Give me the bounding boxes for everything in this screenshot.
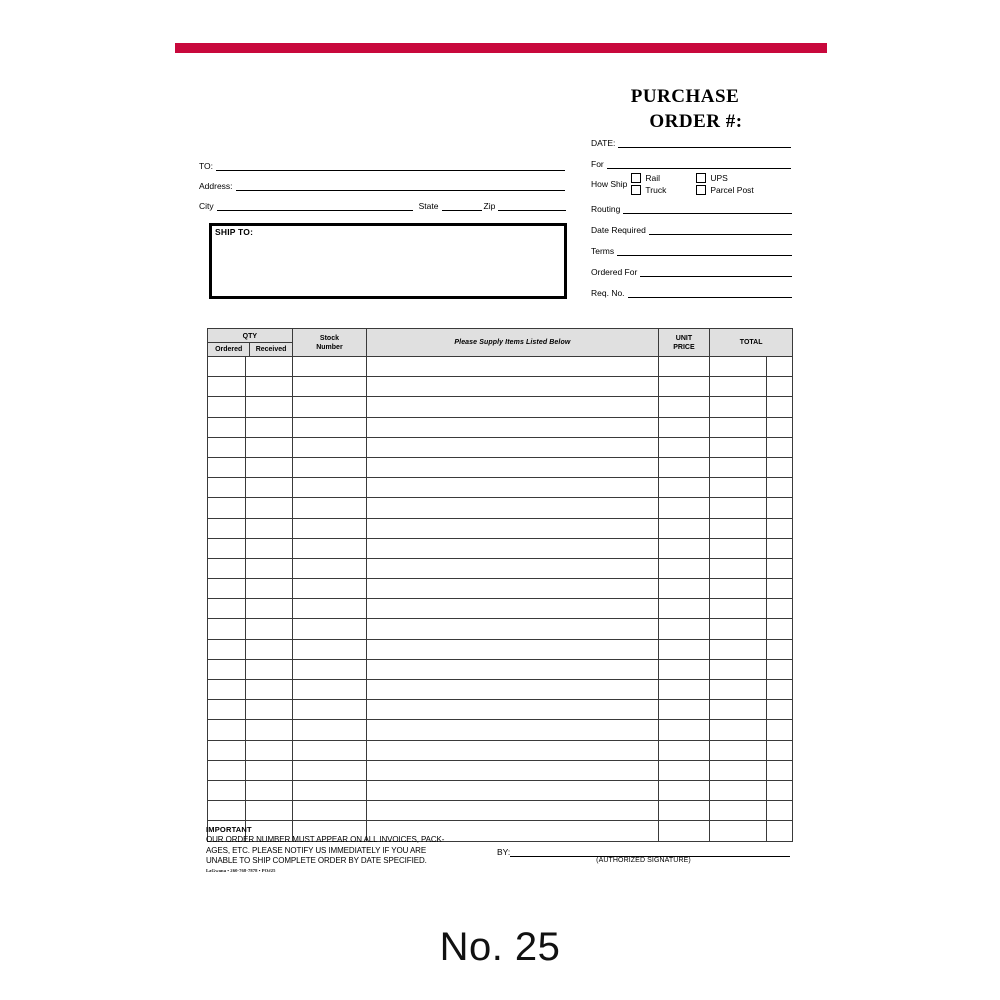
table-cell[interactable] [367, 680, 658, 700]
table-cell[interactable] [208, 780, 246, 800]
table-cell[interactable] [292, 579, 366, 599]
table-cell[interactable] [208, 700, 246, 720]
table-cell[interactable] [292, 599, 366, 619]
table-cell[interactable] [658, 498, 710, 518]
table-cell[interactable] [246, 518, 293, 538]
address-label: Address: [199, 181, 233, 191]
state-label: State [418, 201, 439, 211]
how-ship-group [591, 173, 796, 195]
table-cell[interactable] [208, 437, 246, 457]
table-cell[interactable] [292, 397, 366, 417]
table-cell[interactable] [292, 720, 366, 740]
table-cell[interactable] [767, 680, 793, 700]
table-cell[interactable] [367, 498, 658, 518]
table-cell[interactable] [246, 700, 293, 720]
stock-number-line-1: Stock [319, 334, 339, 342]
table-cell[interactable] [767, 720, 793, 740]
table-cell[interactable] [292, 538, 366, 558]
table-cell[interactable] [767, 659, 793, 679]
table-cell[interactable] [246, 498, 293, 518]
table-cell[interactable] [710, 619, 767, 639]
table-cell[interactable] [367, 579, 658, 599]
table-cell[interactable] [246, 457, 293, 477]
terms-label: Terms [591, 246, 615, 256]
table-cell[interactable] [767, 538, 793, 558]
table-cell[interactable] [246, 801, 293, 821]
table-cell[interactable] [292, 680, 366, 700]
table-cell[interactable] [208, 498, 246, 518]
table-cell[interactable] [208, 659, 246, 679]
table-cell[interactable] [367, 801, 658, 821]
table-row[interactable] [208, 478, 793, 498]
city-label: City [199, 201, 214, 211]
table-cell[interactable] [208, 397, 246, 417]
table-cell[interactable] [767, 579, 793, 599]
table-cell[interactable] [767, 821, 793, 841]
table-cell[interactable] [710, 680, 767, 700]
table-cell[interactable] [367, 599, 658, 619]
column-header-total: TOTAL [710, 329, 793, 357]
ship-option-rail-label: Rail [645, 173, 661, 183]
table-cell[interactable] [367, 397, 658, 417]
table-cell[interactable] [367, 478, 658, 498]
table-cell[interactable] [710, 801, 767, 821]
table-row[interactable] [208, 639, 793, 659]
checkbox-icon[interactable] [631, 185, 641, 195]
checkbox-icon[interactable] [631, 173, 641, 183]
table-cell[interactable] [767, 478, 793, 498]
table-cell[interactable] [292, 457, 366, 477]
table-cell[interactable] [292, 740, 366, 760]
important-body [206, 835, 481, 867]
table-cell[interactable] [292, 639, 366, 659]
table-row[interactable] [208, 417, 793, 437]
table-cell[interactable] [658, 457, 710, 477]
table-cell[interactable] [367, 558, 658, 578]
table-cell[interactable] [292, 518, 366, 538]
city-state-zip-field[interactable] [199, 200, 565, 211]
table-cell[interactable] [208, 457, 246, 477]
table-cell[interactable] [208, 417, 246, 437]
table-cell[interactable] [710, 720, 767, 740]
table-cell[interactable] [292, 659, 366, 679]
items-table-body [208, 357, 793, 842]
address-input[interactable] [236, 180, 565, 191]
table-row[interactable] [208, 740, 793, 760]
table-cell[interactable] [292, 558, 366, 578]
table-cell[interactable] [710, 538, 767, 558]
zip-input[interactable] [498, 200, 566, 211]
table-cell[interactable] [767, 558, 793, 578]
column-header-unit-price [658, 329, 710, 357]
column-header-qty [208, 329, 293, 357]
table-cell[interactable] [658, 780, 710, 800]
table-row[interactable] [208, 801, 793, 821]
ship-to-box[interactable] [209, 223, 567, 299]
signature-input[interactable] [510, 846, 790, 857]
table-cell[interactable] [710, 599, 767, 619]
table-cell[interactable] [208, 558, 246, 578]
table-cell[interactable] [767, 417, 793, 437]
important-notice [206, 825, 481, 867]
page-title-line-1: PURCHASE [630, 86, 740, 107]
table-cell[interactable] [658, 437, 710, 457]
table-cell[interactable] [246, 639, 293, 659]
table-cell[interactable] [710, 377, 767, 397]
routing-label: Routing [591, 204, 621, 214]
table-row[interactable] [208, 357, 793, 377]
important-line-2: AGES, ETC. PLEASE NOTIFY US IMMEDIATELY IF YOU ARE [206, 845, 427, 855]
table-cell[interactable] [292, 478, 366, 498]
table-cell[interactable] [767, 518, 793, 538]
table-cell[interactable] [367, 518, 658, 538]
column-header-stock-number [292, 329, 366, 357]
table-cell[interactable] [292, 417, 366, 437]
table-row[interactable] [208, 518, 793, 538]
table-cell[interactable] [208, 518, 246, 538]
how-ship-column-left [631, 173, 666, 195]
req-no-label: Req. No. [591, 288, 625, 298]
table-cell[interactable] [292, 498, 366, 518]
table-cell[interactable] [710, 397, 767, 417]
table-cell[interactable] [367, 538, 658, 558]
table-cell[interactable] [710, 579, 767, 599]
table-cell[interactable] [367, 659, 658, 679]
table-cell[interactable] [208, 478, 246, 498]
table-cell[interactable] [367, 639, 658, 659]
ship-option-ups-label: UPS [710, 173, 728, 183]
checkbox-icon[interactable] [696, 173, 706, 183]
table-cell[interactable] [710, 700, 767, 720]
signature-field[interactable] [497, 846, 790, 857]
table-cell[interactable] [658, 357, 710, 377]
table-cell[interactable] [367, 720, 658, 740]
table-cell[interactable] [658, 417, 710, 437]
table-cell[interactable] [658, 599, 710, 619]
table-cell[interactable] [246, 478, 293, 498]
to-field[interactable] [199, 160, 565, 171]
table-cell[interactable] [246, 417, 293, 437]
table-cell[interactable] [367, 417, 658, 437]
table-cell[interactable] [658, 821, 710, 841]
table-cell[interactable] [658, 740, 710, 760]
column-header-qty-label: QTY [208, 329, 292, 343]
ordered-for-label: Ordered For [591, 267, 638, 277]
column-header-description: Please Supply Items Listed Below [367, 329, 658, 357]
ship-option-truck-label: Truck [645, 185, 667, 195]
by-label: BY: [497, 847, 511, 857]
table-cell[interactable] [246, 619, 293, 639]
table-cell[interactable] [208, 538, 246, 558]
table-cell[interactable] [246, 599, 293, 619]
table-row[interactable] [208, 558, 793, 578]
table-cell[interactable] [246, 437, 293, 457]
table-cell[interactable] [710, 639, 767, 659]
table-cell[interactable] [710, 760, 767, 780]
for-label: For [591, 159, 604, 169]
table-cell[interactable] [658, 639, 710, 659]
table-cell[interactable] [767, 760, 793, 780]
table-cell[interactable] [208, 357, 246, 377]
terms-input[interactable] [617, 245, 792, 256]
table-cell[interactable] [208, 760, 246, 780]
terms-field[interactable] [591, 245, 792, 256]
table-cell[interactable] [767, 780, 793, 800]
table-cell[interactable] [767, 457, 793, 477]
order-info-bottom [591, 203, 792, 308]
table-cell[interactable] [710, 417, 767, 437]
table-cell[interactable] [367, 357, 658, 377]
table-cell[interactable] [767, 599, 793, 619]
table-cell[interactable] [208, 639, 246, 659]
table-header-row [208, 329, 793, 357]
table-cell[interactable] [767, 437, 793, 457]
for-field[interactable] [591, 158, 791, 169]
table-cell[interactable] [658, 558, 710, 578]
table-cell[interactable] [246, 760, 293, 780]
table-row[interactable] [208, 700, 793, 720]
table-cell[interactable] [292, 700, 366, 720]
table-cell[interactable] [246, 538, 293, 558]
table-cell[interactable] [658, 801, 710, 821]
table-cell[interactable] [292, 377, 366, 397]
ordered-for-field[interactable] [591, 266, 792, 277]
table-row[interactable] [208, 377, 793, 397]
table-cell[interactable] [767, 397, 793, 417]
table-cell[interactable] [292, 780, 366, 800]
table-cell[interactable] [208, 377, 246, 397]
table-cell[interactable] [246, 377, 293, 397]
table-cell[interactable] [292, 619, 366, 639]
table-cell[interactable] [367, 780, 658, 800]
table-cell[interactable] [367, 377, 658, 397]
table-cell[interactable] [246, 397, 293, 417]
sheet-number: No. 25 [439, 925, 561, 969]
routing-field[interactable] [591, 203, 792, 214]
table-row[interactable] [208, 579, 793, 599]
date-input[interactable] [618, 137, 791, 148]
table-cell[interactable] [658, 579, 710, 599]
city-input[interactable] [217, 200, 413, 211]
table-cell[interactable] [292, 437, 366, 457]
table-cell[interactable] [246, 357, 293, 377]
important-title: IMPORTANT [206, 825, 252, 834]
date-required-field[interactable] [591, 224, 792, 235]
table-cell[interactable] [710, 357, 767, 377]
table-cell[interactable] [246, 680, 293, 700]
column-header-ordered: Ordered [208, 343, 250, 356]
buyer-address-block [199, 160, 565, 220]
table-cell[interactable] [710, 498, 767, 518]
table-row[interactable] [208, 437, 793, 457]
table-cell[interactable] [246, 659, 293, 679]
table-cell[interactable] [367, 740, 658, 760]
table-cell[interactable] [658, 700, 710, 720]
ship-to-label: SHIP TO: [215, 227, 254, 237]
address-field[interactable] [199, 180, 565, 191]
ship-option-parcel-post-label: Parcel Post [710, 185, 754, 195]
how-ship-column-right [696, 173, 753, 195]
accent-bar [175, 43, 827, 53]
table-row[interactable] [208, 538, 793, 558]
table-cell[interactable] [292, 801, 366, 821]
ship-option-truck[interactable] [631, 185, 666, 195]
ship-option-parcel-post[interactable] [696, 185, 753, 195]
table-cell[interactable] [292, 357, 366, 377]
table-cell[interactable] [658, 659, 710, 679]
table-cell[interactable] [367, 619, 658, 639]
ship-option-ups[interactable] [696, 173, 753, 183]
table-row[interactable] [208, 680, 793, 700]
table-row[interactable] [208, 397, 793, 417]
table-cell[interactable] [246, 740, 293, 760]
table-cell[interactable] [208, 599, 246, 619]
table-cell[interactable] [767, 377, 793, 397]
items-table [207, 328, 793, 842]
table-row[interactable] [208, 457, 793, 477]
table-cell[interactable] [710, 558, 767, 578]
page-title-line-2: ORDER #: [649, 111, 743, 132]
table-cell[interactable] [208, 619, 246, 639]
ordered-for-input[interactable] [640, 266, 792, 277]
how-ship-label: How Ship [591, 179, 628, 189]
table-cell[interactable] [658, 478, 710, 498]
table-cell[interactable] [208, 720, 246, 740]
ship-option-rail[interactable] [631, 173, 666, 183]
req-no-field[interactable] [591, 287, 792, 298]
table-cell[interactable] [710, 740, 767, 760]
table-cell[interactable] [658, 619, 710, 639]
unit-price-line-1: UNIT [675, 334, 693, 342]
table-cell[interactable] [658, 397, 710, 417]
date-required-label: Date Required [591, 225, 646, 235]
signature-caption: (AUTHORIZED SIGNATURE) [596, 857, 691, 864]
page-title [560, 84, 810, 134]
table-cell[interactable] [710, 821, 767, 841]
table-cell[interactable] [767, 801, 793, 821]
table-cell[interactable] [767, 357, 793, 377]
table-cell[interactable] [246, 780, 293, 800]
table-cell[interactable] [246, 558, 293, 578]
important-line-1: OUR ORDER NUMBER MUST APPEAR ON ALL INVOICES, PACK- [206, 835, 445, 844]
table-cell[interactable] [367, 760, 658, 780]
table-row[interactable] [208, 619, 793, 639]
unit-price-line-2: PRICE [673, 343, 695, 351]
table-cell[interactable] [658, 720, 710, 740]
table-cell[interactable] [658, 538, 710, 558]
table-cell[interactable] [246, 579, 293, 599]
zip-label: Zip [483, 201, 496, 211]
date-field[interactable] [591, 137, 791, 148]
table-row[interactable] [208, 599, 793, 619]
table-cell[interactable] [767, 619, 793, 639]
table-cell[interactable] [710, 437, 767, 457]
table-cell[interactable] [208, 579, 246, 599]
important-line-3: UNABLE TO SHIP COMPLETE ORDER BY DATE SPECIFIED. [206, 856, 427, 865]
table-cell[interactable] [767, 498, 793, 518]
table-cell[interactable] [710, 478, 767, 498]
date-label: DATE: [591, 138, 616, 148]
table-row[interactable] [208, 498, 793, 518]
to-input[interactable] [216, 160, 565, 171]
table-cell[interactable] [367, 700, 658, 720]
table-cell[interactable] [208, 801, 246, 821]
column-header-received: Received [255, 346, 287, 353]
table-cell[interactable] [208, 680, 246, 700]
table-cell[interactable] [658, 518, 710, 538]
table-cell[interactable] [658, 680, 710, 700]
state-input[interactable] [442, 200, 482, 211]
table-row[interactable] [208, 659, 793, 679]
table-cell[interactable] [767, 639, 793, 659]
stock-number-line-2: Number [316, 343, 343, 351]
checkbox-icon[interactable] [696, 185, 706, 195]
table-row[interactable] [208, 760, 793, 780]
table-cell[interactable] [767, 740, 793, 760]
req-no-input[interactable] [628, 287, 792, 298]
printer-imprint: LaGwana • 260-768-7878 • PO#25 [206, 868, 276, 873]
table-cell[interactable] [710, 457, 767, 477]
table-cell[interactable] [767, 700, 793, 720]
routing-input[interactable] [623, 203, 792, 214]
table-cell[interactable] [367, 457, 658, 477]
table-cell[interactable] [710, 659, 767, 679]
date-required-input[interactable] [649, 224, 792, 235]
table-cell[interactable] [658, 377, 710, 397]
table-cell[interactable] [658, 760, 710, 780]
table-cell[interactable] [367, 437, 658, 457]
table-cell[interactable] [292, 760, 366, 780]
to-label: TO: [199, 161, 214, 171]
table-row[interactable] [208, 780, 793, 800]
table-cell[interactable] [710, 518, 767, 538]
table-cell[interactable] [208, 740, 246, 760]
for-input[interactable] [607, 158, 791, 169]
table-cell[interactable] [246, 720, 293, 740]
table-cell[interactable] [710, 780, 767, 800]
table-row[interactable] [208, 720, 793, 740]
